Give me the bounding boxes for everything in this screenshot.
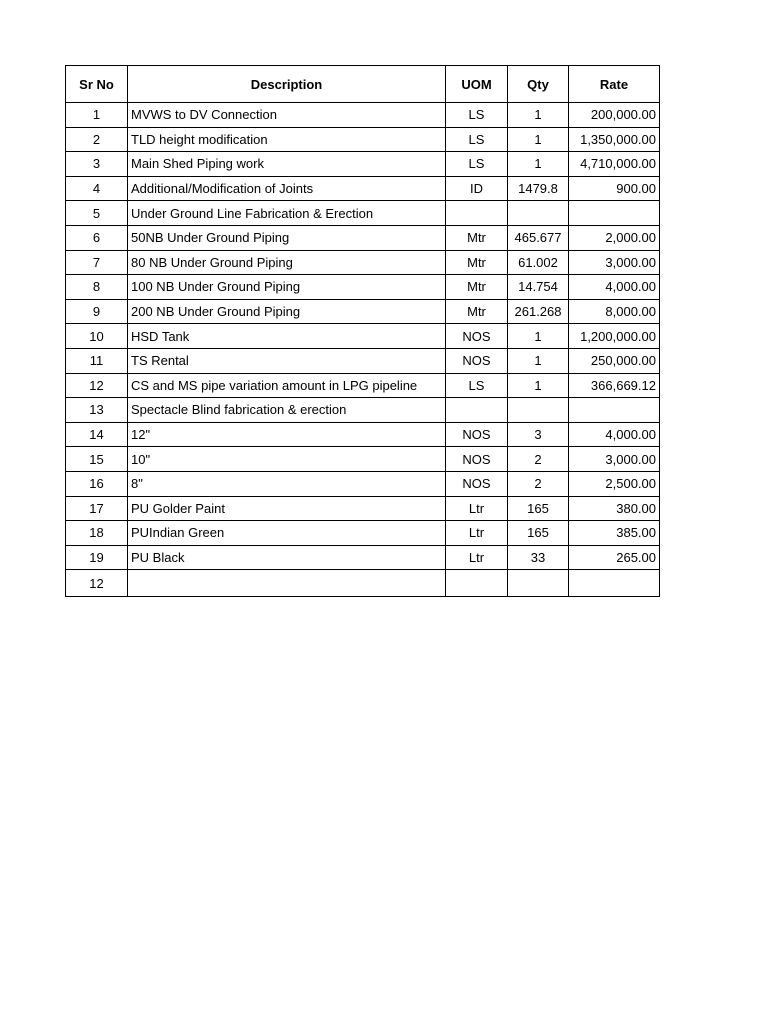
table-row [66,471,660,496]
cell-uom: Ltr [446,545,508,570]
cell-uom: NOS [446,447,508,472]
table-row [66,422,660,447]
cell-description: Additional/Modification of Joints [128,176,446,201]
rate-table [65,65,660,597]
cell-qty: 61.002 [508,250,569,275]
cell-description: 12" [128,422,446,447]
header-uom: UOM [446,66,508,103]
cell-sr-no: 11 [66,348,128,373]
cell-uom: Ltr [446,521,508,546]
cell-rate: 900.00 [569,176,660,201]
cell-uom: NOS [446,348,508,373]
cell-description: 100 NB Under Ground Piping [128,275,446,300]
cell-rate: 8,000.00 [569,299,660,324]
table-row [66,545,660,570]
cell-uom: Mtr [446,275,508,300]
cell-description: MVWS to DV Connection [128,103,446,128]
cell-description [128,570,446,597]
cell-description: 50NB Under Ground Piping [128,225,446,250]
cell-rate [569,201,660,226]
cell-sr-no: 9 [66,299,128,324]
cell-uom: NOS [446,471,508,496]
cell-qty: 165 [508,496,569,521]
cell-rate: 1,200,000.00 [569,324,660,349]
cell-rate: 4,000.00 [569,422,660,447]
cell-description: 10" [128,447,446,472]
cell-qty: 1 [508,373,569,398]
cell-qty [508,201,569,226]
cell-uom: LS [446,127,508,152]
cell-uom [446,398,508,423]
cell-sr-no: 14 [66,422,128,447]
cell-sr-no: 17 [66,496,128,521]
cell-rate: 385.00 [569,521,660,546]
cell-sr-no: 12 [66,570,128,597]
cell-sr-no: 1 [66,103,128,128]
table-header [66,66,660,103]
cell-sr-no: 2 [66,127,128,152]
cell-description: CS and MS pipe variation amount in LPG pipeline [128,373,446,398]
cell-sr-no: 5 [66,201,128,226]
cell-qty: 261.268 [508,299,569,324]
cell-qty: 1 [508,152,569,177]
cell-qty: 14.754 [508,275,569,300]
table-row [66,398,660,423]
cell-qty: 1479.8 [508,176,569,201]
cell-qty: 465.677 [508,225,569,250]
table-row [66,225,660,250]
cell-rate: 366,669.12 [569,373,660,398]
cell-uom: LS [446,103,508,128]
cell-qty: 3 [508,422,569,447]
cell-qty: 2 [508,447,569,472]
cell-qty: 1 [508,348,569,373]
cell-uom [446,201,508,226]
cell-uom: Mtr [446,250,508,275]
cell-qty: 33 [508,545,569,570]
cell-sr-no: 6 [66,225,128,250]
table-row [66,373,660,398]
cell-rate: 2,500.00 [569,471,660,496]
cell-uom: Mtr [446,225,508,250]
cell-rate: 265.00 [569,545,660,570]
cell-uom: NOS [446,422,508,447]
table-row [66,275,660,300]
cell-description: 200 NB Under Ground Piping [128,299,446,324]
cell-uom: NOS [446,324,508,349]
cell-rate: 2,000.00 [569,225,660,250]
cell-rate: 200,000.00 [569,103,660,128]
cell-sr-no: 4 [66,176,128,201]
cell-rate: 4,710,000.00 [569,152,660,177]
cell-sr-no: 19 [66,545,128,570]
cell-sr-no: 8 [66,275,128,300]
cell-qty: 1 [508,127,569,152]
cell-qty: 2 [508,471,569,496]
cell-description: 80 NB Under Ground Piping [128,250,446,275]
table-row [66,570,660,597]
cell-rate: 380.00 [569,496,660,521]
header-rate: Rate [569,66,660,103]
table-row [66,201,660,226]
cell-sr-no: 18 [66,521,128,546]
cell-qty: 165 [508,521,569,546]
cell-sr-no: 15 [66,447,128,472]
cell-qty: 1 [508,103,569,128]
header-row [66,66,660,103]
header-description: Description [128,66,446,103]
table-row [66,250,660,275]
header-qty: Qty [508,66,569,103]
cell-qty [508,570,569,597]
cell-sr-no: 16 [66,471,128,496]
cell-description: HSD Tank [128,324,446,349]
cell-uom: LS [446,373,508,398]
cell-rate: 250,000.00 [569,348,660,373]
cell-sr-no: 7 [66,250,128,275]
cell-rate [569,398,660,423]
table-row [66,127,660,152]
cell-rate [569,570,660,597]
cell-qty [508,398,569,423]
cell-sr-no: 3 [66,152,128,177]
cell-uom: Mtr [446,299,508,324]
cell-rate: 3,000.00 [569,447,660,472]
table-row [66,447,660,472]
cell-qty: 1 [508,324,569,349]
cell-description: Under Ground Line Fabrication & Erection [128,201,446,226]
cell-description: Spectacle Blind fabrication & erection [128,398,446,423]
cell-rate: 1,350,000.00 [569,127,660,152]
table-row [66,521,660,546]
table-row [66,348,660,373]
table-row [66,299,660,324]
cell-uom: Ltr [446,496,508,521]
cell-description: TLD height modification [128,127,446,152]
cell-description: PUIndian Green [128,521,446,546]
cell-uom: LS [446,152,508,177]
table-row [66,152,660,177]
cell-description: Main Shed Piping work [128,152,446,177]
cell-description: 8" [128,471,446,496]
cell-rate: 4,000.00 [569,275,660,300]
table-row [66,103,660,128]
cell-sr-no: 13 [66,398,128,423]
header-sr-no: Sr No [66,66,128,103]
cell-sr-no: 10 [66,324,128,349]
cell-description: PU Golder Paint [128,496,446,521]
cell-description: TS Rental [128,348,446,373]
cell-uom: ID [446,176,508,201]
table-row [66,176,660,201]
cell-rate: 3,000.00 [569,250,660,275]
table-row [66,324,660,349]
table-body [66,103,660,597]
cell-sr-no: 12 [66,373,128,398]
table-row [66,496,660,521]
cell-description: PU Black [128,545,446,570]
cell-uom [446,570,508,597]
